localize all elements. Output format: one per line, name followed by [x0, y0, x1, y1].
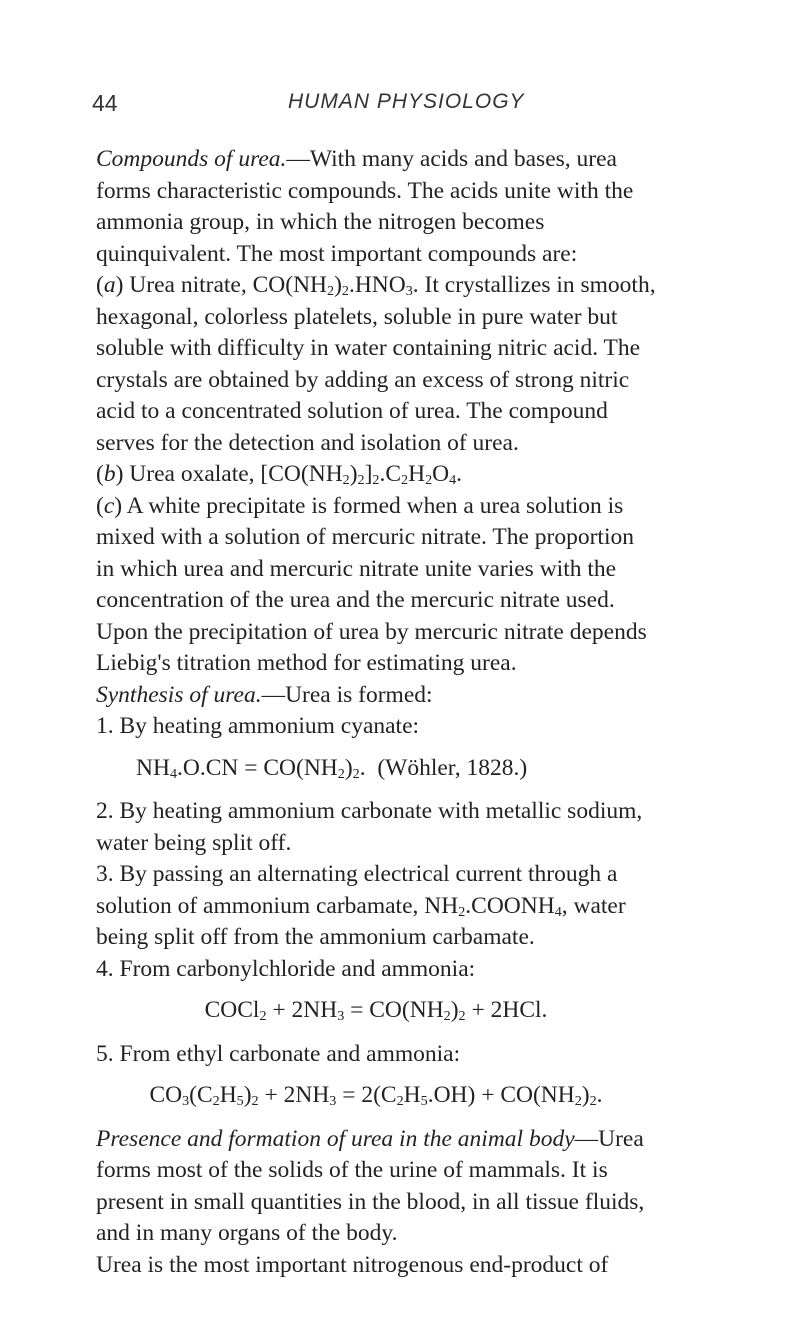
compounds-heading: Compounds of urea.: [96, 146, 287, 172]
synthesis-item-1: 1. By heating ammonium cyanate:: [96, 713, 420, 739]
synthesis-item-5: 5. From ethyl carbonate and ammonia:: [96, 1040, 461, 1067]
page-number: 44: [92, 90, 118, 116]
synthesis-item-2: 2. By heating ammonium carbonate with metallic sodium, water being split off.: [96, 798, 643, 856]
body-text: [96, 144, 656, 1281]
synthesis-item-3: 3. By passing an alternating electrical current through a solution of ammonium carbamate, $NH_2.COONH_4$, water being split off from the ammonium carbamate.: [96, 861, 626, 950]
compounds-paragraph: [96, 144, 656, 270]
equation-1-note: (Wöhler, 1828.): [377, 754, 528, 781]
synthesis-heading: Synthesis of urea.: [96, 681, 262, 708]
compound-a-name: Urea nitrate,: [129, 272, 253, 298]
page-header: [92, 86, 712, 126]
formula-urea-nitrate: $CO(NH_2)_2.HNO_3$: [252, 272, 413, 299]
equation-1: [108, 753, 656, 785]
presence-text: —Urea forms most of the solids of the urine of mammals. It is present in small quantities in the blood, in all tissue fluids, and in many organs of the body.: [96, 1125, 645, 1246]
synthesis-item-4: 4. From carbonylchloride and ammonia:: [96, 955, 476, 982]
compound-c: (c) A white precipitate is formed when a urea solution is mixed with a solution of mercuric nitrate. The proportion in which urea and mercuric nitrate unite varies with the concentration of the urea and the mercuric nitrate used. Upon the precipitation of urea by mercuric nitrate depends Liebig's titration method for estimating urea.: [96, 492, 647, 676]
formula-urea-oxalate: $[CO(NH_2)_2]_2.C_2H_2O_4$.: [260, 461, 463, 488]
presence-text-2: Urea is the most important nitrogenous end-product of: [96, 1251, 609, 1278]
compound-b-name: Urea oxalate,: [129, 461, 261, 487]
presence-heading: Presence and formation of urea in the animal body: [96, 1125, 575, 1152]
presence-paragraph: [96, 1124, 656, 1250]
compound-a: (a) Urea nitrate, $CO(NH_2)_2.HNO_3$. It crystallizes in smooth, hexagonal, colorless platelets, soluble in pure water but soluble with difficulty in water containing nitric acid. The crystals are obtained by adding an excess of strong nitric acid to a concentrated solution of urea. The compound serves for the detection and isolation of urea.: [96, 272, 656, 456]
compounds-intro: —With many acids and bases, urea forms characteristic compounds. The acids unite with the ammonia group, in which the nitrogen becomes quinquivalent. The most important compounds are:: [96, 146, 634, 267]
equation-5: $CO_3(C_2H_5)_2 + 2NH_3 = 2(C_2H_5.OH) + CO(NH_2)_2$.: [149, 1082, 603, 1109]
compound-b: (b) Urea oxalate, $[CO(NH_2)_2]_2.C_2H_2O_4$.: [96, 461, 463, 488]
compound-a-text: . It crystallizes in smooth, hexagonal, colorless platelets, soluble in pure water but soluble with difficulty in water containing nitric acid. The crystals are obtained by adding an excess of strong nitric acid to a concentrated solution of urea. The compound serves for the detection and isolation of urea.: [96, 272, 656, 456]
formula-ammonium-carbamate: $NH_2.COONH_4$: [424, 892, 562, 920]
synthesis-paragraph: [96, 680, 656, 712]
running-head: HUMAN PHYSIOLOGY: [288, 90, 525, 113]
compound-c-text: A white precipitate is formed when a urea solution is mixed with a solution of mercuric nitrate. The proportion in which urea and mercuric nitrate unite varies with the concentration of the urea and the mercuric nitrate used. Upon the precipitation of urea by mercuric nitrate depends Liebig's titration method for estimating urea.: [96, 492, 647, 676]
equation-1-formula: $NH_4.O.CN = CO(NH_2)_2$.: [136, 754, 366, 782]
equation-4: COCl$_2$ + $2NH_3 = CO(NH_2)_2 + 2HCl$.: [204, 997, 548, 1024]
synthesis-intro: —Urea is formed:: [261, 681, 433, 708]
